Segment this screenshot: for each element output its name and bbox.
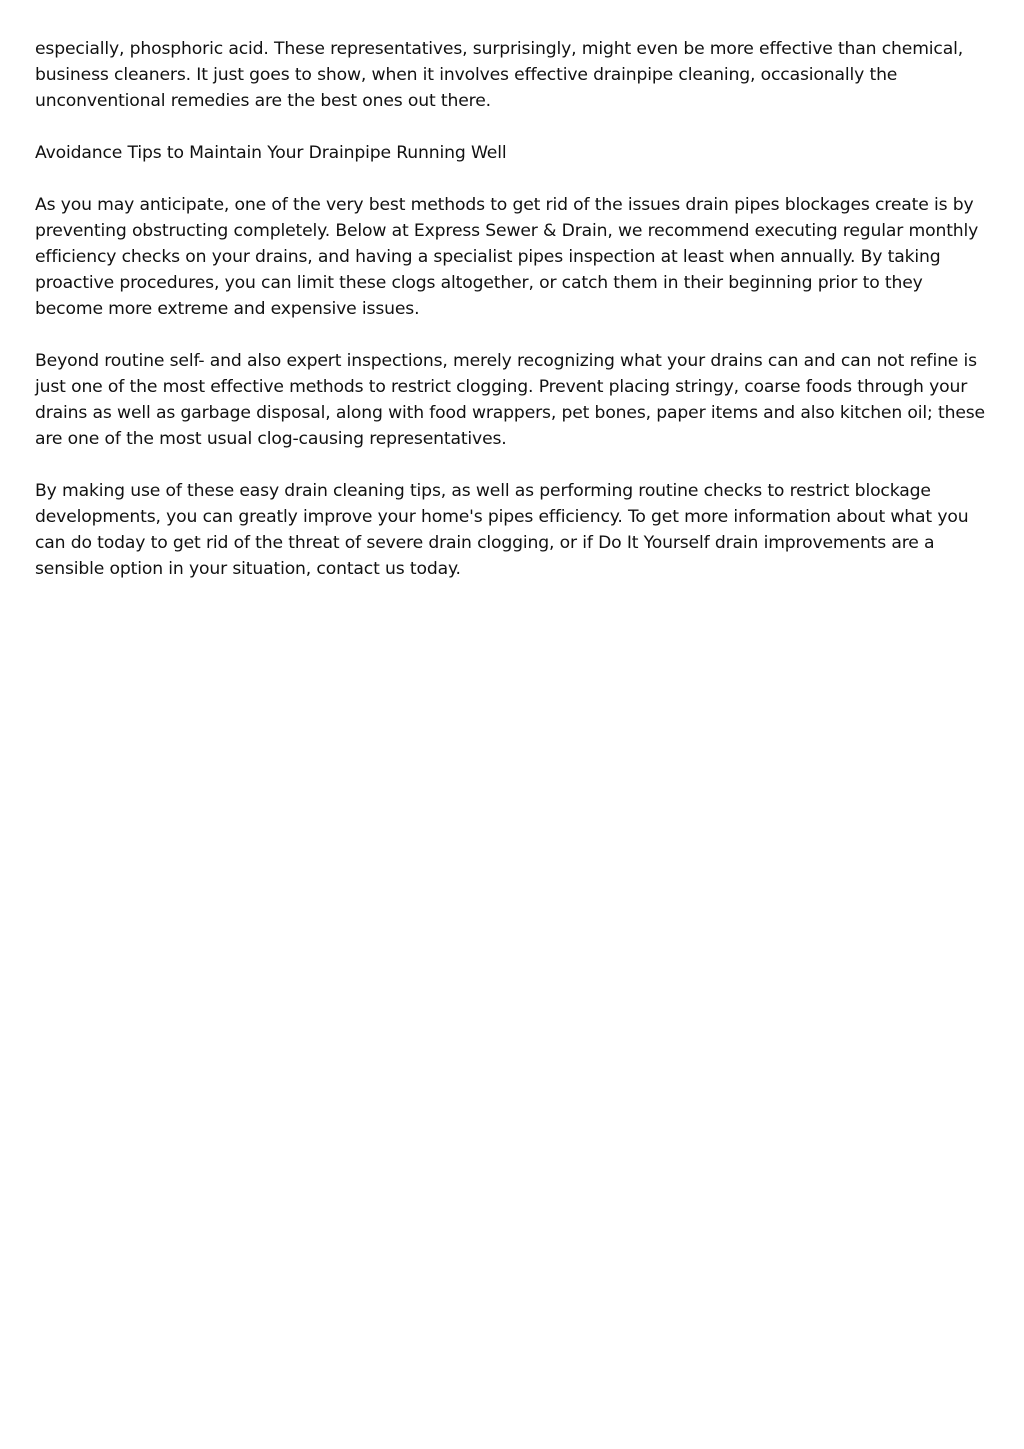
prevention-paragraph: As you may anticipate, one of the very best methods to get rid of the issues drain pipes blockages create is by preventing obstructing completely. Below at Express Sewer & Drain, we recommend executing regular monthly efficiency checks on your drains, and having a specialist pipes inspection at least when annually. By taking proactive procedures, you can limit these clogs altogether, or catch them in their beginning prior to they become more extreme and expensive issues. — [35, 195, 979, 319]
closing-paragraph: By making use of these easy drain cleaning tips, as well as performing routine checks to restrict blockage developments, you can greatly improve your home's pipes efficiency. To get more information about what you can do today to get rid of the threat of severe drain clogging, or if Do It Yourself drain improvements are a sensible option in your situation, contact us today. — [35, 481, 969, 579]
section-heading: Avoidance Tips to Maintain Your Drainpipe Running Well — [35, 143, 507, 163]
document-page — [35, 36, 985, 608]
inspection-paragraph: Beyond routine self- and also expert inspections, merely recognizing what your drains can and can not refine is just one of the most effective methods to restrict clogging. Prevent placing stringy, coarse foods through your drains as well as garbage disposal, along with food wrappers, pet bones, paper items and also kitchen oil; these are one of the most usual clog-causing representatives. — [35, 351, 985, 449]
intro-paragraph: especially, phosphoric acid. These representatives, surprisingly, might even be more effective than chemical, business cleaners. It just goes to show, when it involves effective drainpipe cleaning, occasionally the unconventional remedies are the best ones out there. — [35, 39, 964, 111]
